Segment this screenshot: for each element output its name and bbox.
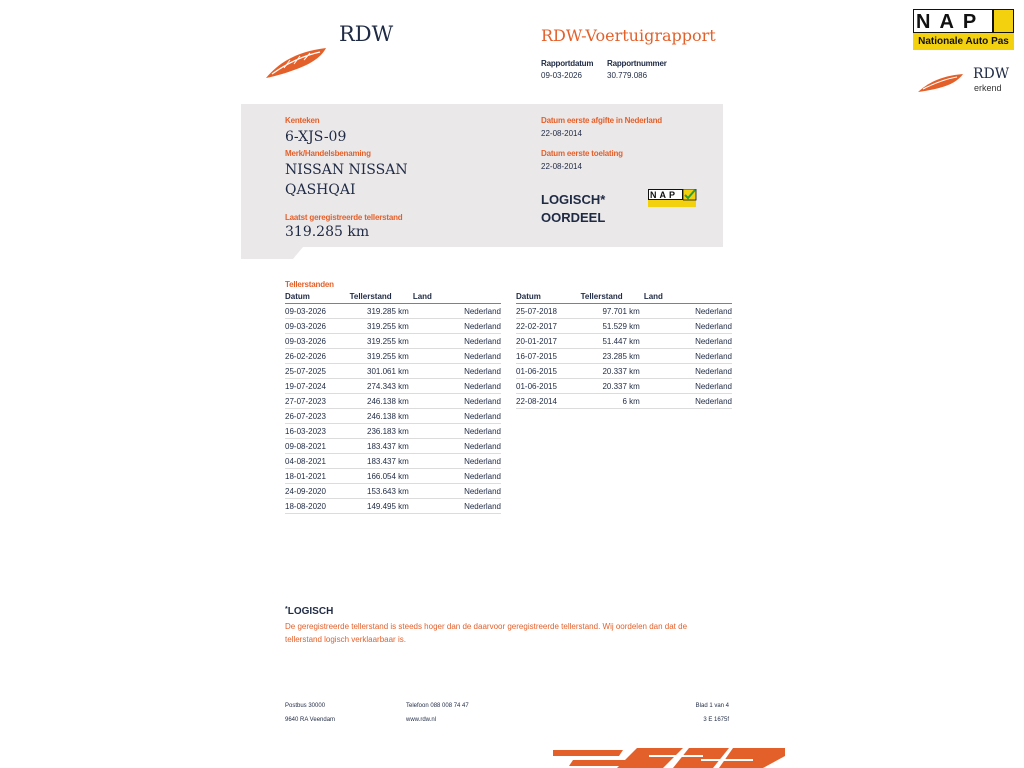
footer-telefoon: Telefoon 088 008 74 47 — [406, 703, 469, 709]
table-row — [285, 394, 501, 409]
row-date: 16-03-2023 — [285, 424, 350, 439]
tellerstand-label: Laatst geregistreerde tellerstand — [285, 213, 403, 222]
table-row — [516, 334, 732, 349]
row-land: Nederland — [644, 319, 732, 334]
note-title-text: LOGISCH — [287, 606, 334, 617]
table-row — [285, 334, 501, 349]
row-land: Nederland — [644, 349, 732, 364]
footer-plaats: 9640 RA Veendam — [285, 717, 336, 723]
row-land: Nederland — [413, 394, 501, 409]
footer-code: 3 E 1675f — [703, 717, 729, 723]
col-header-km: Tellerstand — [581, 292, 644, 304]
row-date: 26-07-2023 — [285, 409, 350, 424]
row-date: 25-07-2018 — [516, 304, 581, 319]
row-km: 97.701 km — [581, 304, 644, 319]
footer-blad: Blad 1 van 4 — [695, 703, 729, 709]
table-row — [516, 394, 732, 409]
odometer-table-right — [516, 292, 732, 409]
row-land: Nederland — [413, 349, 501, 364]
row-land: Nederland — [413, 304, 501, 319]
feather-icon — [917, 68, 965, 94]
table-row — [516, 379, 732, 394]
row-land: Nederland — [644, 304, 732, 319]
row-km: 51.529 km — [581, 319, 644, 334]
oordeel-line2: OORDEEL — [541, 210, 606, 225]
col-header-km: Tellerstand — [350, 292, 413, 304]
row-km: 319.255 km — [350, 349, 413, 364]
row-land: Nederland — [413, 364, 501, 379]
row-land: Nederland — [413, 379, 501, 394]
row-date: 01-06-2015 — [516, 379, 581, 394]
table-row — [285, 484, 501, 499]
row-km: 23.285 km — [581, 349, 644, 364]
nap-logo — [913, 9, 1014, 50]
row-land: Nederland — [413, 484, 501, 499]
tellerstand-value: 319.285 km — [285, 224, 370, 240]
nap-badge-letters: NAP — [648, 189, 683, 200]
table-row — [285, 304, 501, 319]
table-header-row — [516, 292, 732, 304]
note-text-line2: tellerstand logisch verklaarbaar is. — [285, 635, 406, 644]
row-km: 6 km — [581, 394, 644, 409]
row-land: Nederland — [413, 439, 501, 454]
table-row — [516, 319, 732, 334]
table-row — [285, 379, 501, 394]
col-header-land: Land — [413, 292, 501, 304]
row-km: 183.437 km — [350, 454, 413, 469]
row-km: 20.337 km — [581, 364, 644, 379]
row-land: Nederland — [644, 364, 732, 379]
row-km: 319.255 km — [350, 334, 413, 349]
nap-letters: NAP — [913, 9, 993, 33]
row-land: Nederland — [644, 334, 732, 349]
table-row — [516, 349, 732, 364]
row-date: 24-09-2020 — [285, 484, 350, 499]
eerste-toelating-value: 22-08-2014 — [541, 162, 582, 171]
row-date: 09-03-2026 — [285, 334, 350, 349]
note-text-line1: De geregistreerde tellerstand is steeds hoger dan de daarvoor geregistreerde tellerstand. Wij oordelen dan dat de — [285, 622, 688, 631]
row-date: 01-06-2015 — [516, 364, 581, 379]
row-km: 301.061 km — [350, 364, 413, 379]
table-row — [516, 364, 732, 379]
nap-badge-yellow — [648, 200, 696, 207]
table-header-row — [285, 292, 501, 304]
table-row — [285, 469, 501, 484]
row-land: Nederland — [644, 379, 732, 394]
tellerstanden-title: Tellerstanden — [285, 280, 334, 289]
col-header-date: Datum — [285, 292, 350, 304]
rdw-logo-text: RDW — [339, 22, 394, 46]
row-land: Nederland — [413, 499, 501, 514]
table-row — [285, 439, 501, 454]
row-land: Nederland — [413, 334, 501, 349]
rdw-erkend-logo — [917, 66, 1017, 96]
table-row — [285, 364, 501, 379]
col-header-date: Datum — [516, 292, 581, 304]
row-km: 166.054 km — [350, 469, 413, 484]
row-date: 25-07-2025 — [285, 364, 350, 379]
footer-website[interactable]: www.rdw.nl — [406, 717, 437, 723]
rdw-logo — [264, 22, 404, 72]
eerste-afgifte-value: 22-08-2014 — [541, 129, 582, 138]
panel-tab — [241, 247, 303, 259]
row-date: 16-07-2015 — [516, 349, 581, 364]
nap-badge — [648, 189, 696, 207]
rapportnummer-label: Rapportnummer — [607, 59, 667, 68]
row-date: 22-08-2014 — [516, 394, 581, 409]
rapportdatum-value: 09-03-2026 — [541, 71, 582, 80]
table-row — [285, 424, 501, 439]
rapportnummer-value: 30.779.086 — [607, 71, 648, 80]
row-km: 153.643 km — [350, 484, 413, 499]
table-row — [516, 304, 732, 319]
footer-postbus: Postbus 30000 — [285, 703, 326, 709]
merk-value-line2: QASHQAI — [285, 182, 356, 198]
eerste-toelating-label: Datum eerste toelating — [541, 149, 623, 158]
eerste-afgifte-label: Datum eerste afgifte in Nederland — [541, 116, 662, 125]
row-date: 18-08-2020 — [285, 499, 350, 514]
row-km: 246.138 km — [350, 409, 413, 424]
table-row — [285, 454, 501, 469]
rdw-erkend-sub: erkend — [974, 83, 1002, 93]
row-km: 319.285 km — [350, 304, 413, 319]
table-row — [285, 319, 501, 334]
nap-check-box — [993, 9, 1014, 33]
row-date: 26-02-2026 — [285, 349, 350, 364]
row-date: 09-08-2021 — [285, 439, 350, 454]
kenteken-value: 6-XJS-09 — [285, 129, 347, 145]
asterisk: * — [285, 606, 288, 613]
row-land: Nederland — [644, 394, 732, 409]
table-row — [285, 349, 501, 364]
row-date: 22-02-2017 — [516, 319, 581, 334]
decorative-stripes — [553, 746, 785, 768]
row-date: 20-01-2017 — [516, 334, 581, 349]
kenteken-label: Kenteken — [285, 116, 320, 125]
row-land: Nederland — [413, 469, 501, 484]
row-date: 27-07-2023 — [285, 394, 350, 409]
table-row — [285, 499, 501, 514]
rapportdatum-label: Rapportdatum — [541, 59, 594, 68]
rdw-erkend-text: RDW — [973, 66, 1010, 82]
oordeel-line1: LOGISCH* — [541, 192, 606, 207]
col-header-land: Land — [644, 292, 732, 304]
row-land: Nederland — [413, 319, 501, 334]
row-date: 04-08-2021 — [285, 454, 350, 469]
row-km: 149.495 km — [350, 499, 413, 514]
row-date: 09-03-2026 — [285, 319, 350, 334]
row-date: 19-07-2024 — [285, 379, 350, 394]
feather-icon — [264, 34, 332, 80]
note-title — [285, 606, 333, 617]
row-land: Nederland — [413, 409, 501, 424]
report-title: RDW-Voertuigrapport — [541, 26, 716, 45]
row-km: 183.437 km — [350, 439, 413, 454]
row-date: 09-03-2026 — [285, 304, 350, 319]
checkmark-icon — [683, 189, 697, 201]
row-km: 246.138 km — [350, 394, 413, 409]
row-km: 274.343 km — [350, 379, 413, 394]
row-land: Nederland — [413, 454, 501, 469]
row-land: Nederland — [413, 424, 501, 439]
odometer-table-left — [285, 292, 501, 514]
row-km: 51.447 km — [581, 334, 644, 349]
row-km: 319.255 km — [350, 319, 413, 334]
table-row — [285, 409, 501, 424]
merk-label: Merk/Handelsbenaming — [285, 149, 371, 158]
row-km: 236.183 km — [350, 424, 413, 439]
merk-value-line1: NISSAN NISSAN — [285, 162, 408, 178]
nap-subtitle: Nationale Auto Pas — [913, 33, 1014, 50]
row-date: 18-01-2021 — [285, 469, 350, 484]
row-km: 20.337 km — [581, 379, 644, 394]
